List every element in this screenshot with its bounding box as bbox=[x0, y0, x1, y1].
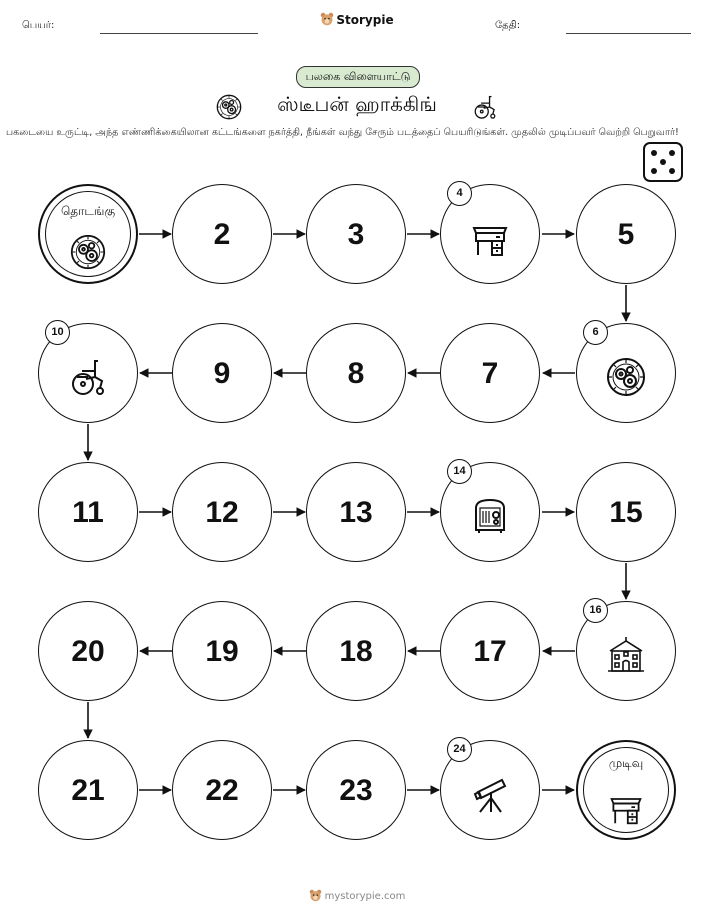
start-space[interactable] bbox=[38, 184, 138, 284]
board-space[interactable] bbox=[306, 740, 406, 840]
finish-space[interactable] bbox=[576, 740, 676, 840]
space-number: 20 bbox=[71, 635, 105, 668]
board-space[interactable] bbox=[38, 601, 138, 701]
space-number: 17 bbox=[473, 635, 507, 668]
space-number: 23 bbox=[339, 774, 373, 807]
board-space[interactable] bbox=[576, 462, 676, 562]
desk-icon bbox=[470, 218, 510, 258]
board-space[interactable] bbox=[576, 184, 676, 284]
board-space[interactable] bbox=[306, 601, 406, 701]
footer bbox=[0, 889, 714, 902]
space-number: 12 bbox=[205, 496, 239, 529]
finish-label: முடிவு bbox=[608, 756, 644, 770]
board-space[interactable] bbox=[38, 462, 138, 562]
university-building-icon bbox=[606, 635, 646, 675]
space-number: 21 bbox=[71, 774, 105, 807]
space-number: 22 bbox=[205, 774, 239, 807]
clock-gears-icon bbox=[70, 234, 106, 270]
radio-icon bbox=[470, 496, 510, 536]
board-space[interactable] bbox=[172, 462, 272, 562]
space-number: 9 bbox=[213, 357, 231, 390]
board-space[interactable] bbox=[440, 601, 540, 701]
space-number: 5 bbox=[617, 218, 635, 251]
space-number: 2 bbox=[213, 218, 231, 251]
bear-logo-icon bbox=[309, 889, 322, 902]
space-number: 3 bbox=[347, 218, 365, 251]
space-number: 11 bbox=[72, 496, 104, 529]
board-space[interactable] bbox=[172, 323, 272, 423]
space-number: 15 bbox=[609, 496, 643, 529]
clock-gears-icon bbox=[606, 357, 646, 397]
brand-name: Storypie bbox=[336, 13, 394, 27]
instructions: பகடையை உருட்டி, அந்த எண்ணிக்கையிலான கட்டங்களை நகர்த்தி, நீங்கள் வந்து சேரும் படத்தைப் பெயரிடுங்கள். முதலில் முடிப்பவர் வெற்றி பெறுவார்! bbox=[6, 127, 679, 138]
board-space[interactable] bbox=[440, 323, 540, 423]
start-label: தொடங்கு bbox=[60, 204, 116, 218]
space-number-badge: 4 bbox=[447, 181, 472, 206]
space-number: 13 bbox=[339, 496, 373, 529]
wheelchair-icon bbox=[68, 357, 108, 397]
board-space[interactable] bbox=[306, 323, 406, 423]
space-number: 8 bbox=[347, 357, 365, 390]
space-number-badge: 6 bbox=[583, 320, 608, 345]
space-number-badge: 14 bbox=[447, 459, 472, 484]
desk-icon bbox=[608, 790, 644, 826]
date-label: தேதி: bbox=[495, 20, 521, 31]
space-number: 19 bbox=[205, 635, 239, 668]
space-number-badge: 10 bbox=[45, 320, 70, 345]
page-title: ஸ்டீபன் ஹாக்கிங் bbox=[277, 92, 437, 116]
space-number: 18 bbox=[339, 635, 373, 668]
telescope-icon bbox=[470, 774, 510, 814]
board-space[interactable] bbox=[306, 462, 406, 562]
space-number-badge: 24 bbox=[447, 737, 472, 762]
footer-site: mystorypie.com bbox=[324, 891, 406, 902]
name-label: பெயர்: bbox=[22, 20, 55, 31]
space-number: 7 bbox=[481, 357, 499, 390]
board-space[interactable] bbox=[172, 184, 272, 284]
category-tag: பலகை விளையாட்டு bbox=[296, 66, 420, 88]
space-number-badge: 16 bbox=[583, 598, 608, 623]
board-space[interactable] bbox=[172, 740, 272, 840]
board-space[interactable] bbox=[38, 740, 138, 840]
board-space[interactable] bbox=[172, 601, 272, 701]
board-space[interactable] bbox=[306, 184, 406, 284]
